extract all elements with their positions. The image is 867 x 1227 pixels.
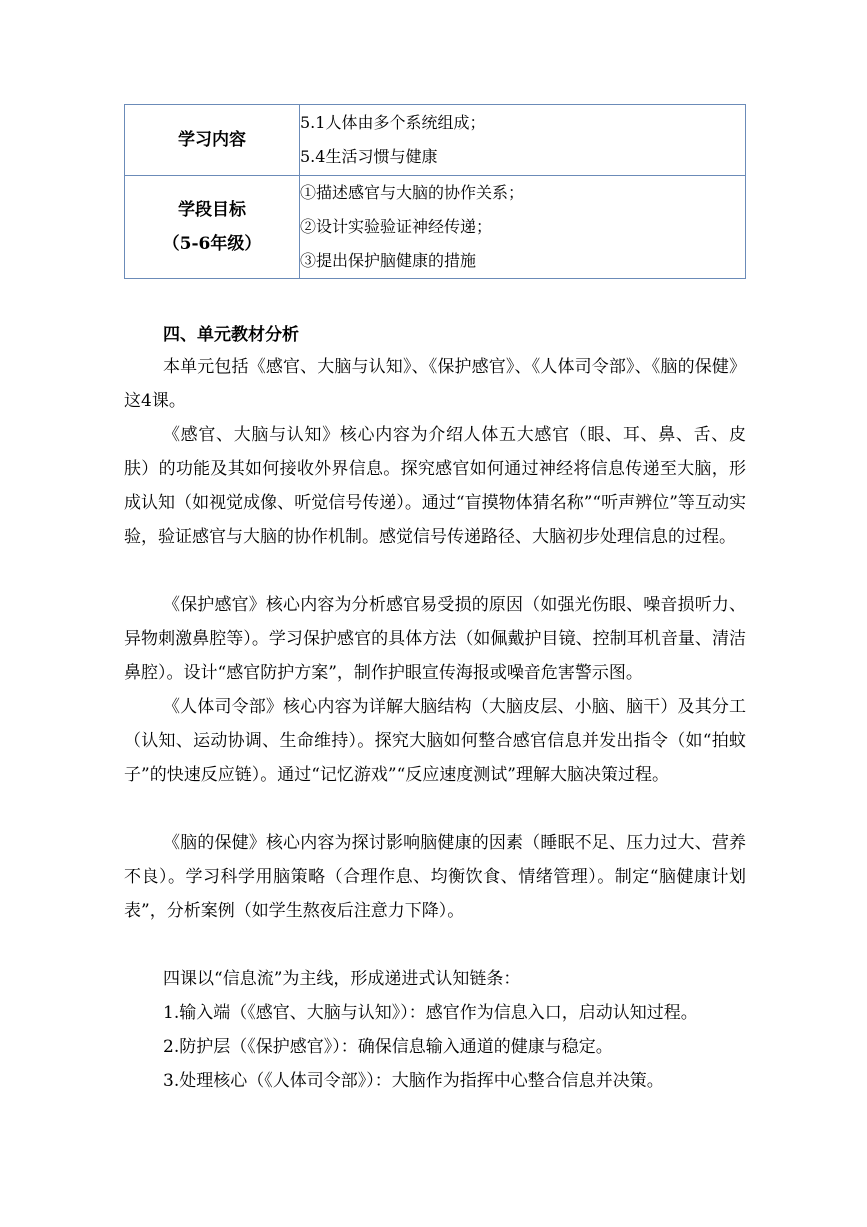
list-item: 1.输入端（《感官、大脑与认知》）：感官作为信息入口，启动认知过程。 (163, 1003, 698, 1023)
table-line: ②设计实验验证神经传递； (300, 217, 493, 236)
summary-line: 四课以“信息流”为主线，形成递进式认知链条： (163, 969, 521, 989)
table-label-stage-goals: 学段目标 （5-6年级） (125, 176, 300, 279)
list-item: 3.处理核心（《人体司令部》）：大脑作为指挥中心整合信息并决策。 (163, 1071, 664, 1091)
paragraph-lesson-2: 《保护感官》核心内容为分析感官易受损的原因（如强光伤眼、噪音损听力、异物刺激鼻腔等）。学习保护感官的具体方法（如佩戴护目镜、控制耳机音量、清洁鼻腔）。设计“感官防护方案”，制作护眼宣传海报或噪音危害警示图。 (124, 595, 746, 683)
paragraph-lesson-1: 《感官、大脑与认知》核心内容为介绍人体五大感官（眼、耳、鼻、舌、皮肤）的功能及其如何接收外界信息。探究感官如何通过神经将信息传递至大脑，形成认知（如视觉成像、听觉信号传递）。通过“盲摸物体猜名称”“听声辨位”等互动实验，验证感官与大脑的协作机制。感觉信号传递路径、大脑初步处理信息的过程。 (124, 425, 746, 547)
curriculum-table (124, 104, 746, 279)
table-line: ③提出保护脑健康的措施 (300, 251, 477, 270)
table-content-learning (300, 105, 746, 176)
table-line: ①描述感官与大脑的协作关系； (300, 183, 525, 202)
table-label-learning-content: 学习内容 (125, 105, 300, 176)
table-row (125, 176, 746, 279)
paragraph-intro: 本单元包括《感官、大脑与认知》、《保护感官》、《人体司令部》、《脑的保健》这4课。 (124, 357, 746, 411)
paragraph-lesson-3: 《人体司令部》核心内容为详解大脑结构（大脑皮层、小脑、脑干）及其分工（认知、运动协调、生命维持）。探究大脑如何整合感官信息并发出指令（如“拍蚊子”的快速反应链）。通过“记忆游戏”“反应速度测试”理解大脑决策过程。 (124, 697, 746, 785)
table-line: 5.1人体由多个系统组成； (300, 113, 486, 132)
paragraph-lesson-4: 《脑的保健》核心内容为探讨影响脑健康的因素（睡眠不足、压力过大、营养不良）。学习科学用脑策略（合理作息、均衡饮食、情绪管理）。制定“脑健康计划表”，分析案例（如学生熬夜后注意力下降）。 (124, 833, 746, 921)
table-row (125, 105, 746, 176)
table-line: 5.4生活习惯与健康 (300, 147, 438, 166)
table-content-goals (300, 176, 746, 279)
list-item: 2.防护层（《保护感官》）：确保信息输入通道的健康与稳定。 (163, 1037, 613, 1057)
section-heading: 四、单元教材分析 (163, 325, 299, 345)
